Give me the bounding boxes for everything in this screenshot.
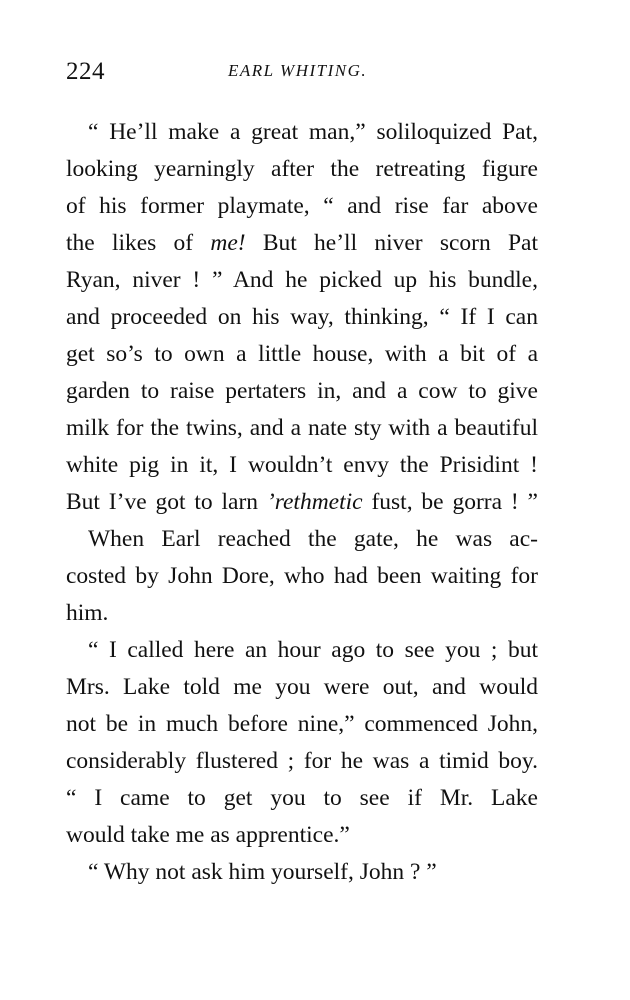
text-segment: “ I called here an hour ago to see you ; but (88, 637, 538, 663)
text-segment: Mrs. Lake told me you were out, and would (66, 674, 538, 700)
text-segment: not be in much before nine,” commenced John, (66, 711, 538, 737)
text-line (66, 706, 538, 743)
text-line (66, 114, 538, 151)
page-number: 224 (66, 58, 105, 85)
body-text (66, 114, 538, 891)
text-segment: of his former playmate, “ and rise far above (66, 193, 538, 219)
text-line (66, 521, 538, 558)
text-segment: white pig in it, I wouldn’t envy the Prisidint ! (66, 452, 538, 478)
text-segment: But I’ve got to larn (66, 489, 267, 515)
text-line (66, 632, 538, 669)
text-line (66, 484, 538, 521)
text-segment: considerably flustered ; for he was a timid boy. (66, 748, 538, 774)
text-line (66, 188, 538, 225)
text-line (66, 669, 538, 706)
text-segment: fust, be gorra ! ” (362, 489, 538, 515)
text-line (66, 336, 538, 373)
text-segment: looking yearningly after the retreating figure (66, 156, 538, 182)
text-segment: But he’ll niver scorn Pat (245, 230, 539, 256)
text-line (66, 558, 538, 595)
text-line (66, 854, 538, 891)
text-segment: and proceeded on his way, thinking, “ If I can (66, 304, 538, 330)
text-line (66, 373, 538, 410)
text-segment: the likes of (66, 230, 211, 256)
text-line (66, 225, 538, 262)
text-segment: “ Why not ask him yourself, John ? ” (88, 859, 437, 885)
italic-text: me! (210, 230, 246, 256)
text-line (66, 743, 538, 780)
running-title: EARL WHITING. (228, 61, 368, 80)
italic-text: ’rethmetic (266, 489, 363, 515)
text-segment: Ryan, niver ! ” And he picked up his bundle, (66, 267, 538, 293)
text-line (66, 447, 538, 484)
text-line (66, 595, 538, 632)
running-head (66, 58, 538, 94)
text-segment: “ He’ll make a great man,” soliloquized Pat, (88, 119, 538, 145)
text-segment: milk for the twins, and a nate sty with a beautiful (66, 415, 538, 441)
text-segment: garden to raise pertaters in, and a cow to give (66, 378, 538, 404)
text-line (66, 262, 538, 299)
text-line (66, 299, 538, 336)
text-segment: costed by John Dore, who had been waiting for (66, 563, 538, 589)
text-segment: him. (66, 600, 109, 626)
text-segment: would take me as apprentice.” (66, 822, 350, 848)
text-segment: When Earl reached the gate, he was ac- (88, 526, 538, 552)
text-line (66, 780, 538, 817)
text-line (66, 817, 538, 854)
text-line (66, 410, 538, 447)
text-segment: get so’s to own a little house, with a bit of a (66, 341, 538, 367)
text-segment: “ I came to get you to see if Mr. Lake (66, 785, 538, 811)
text-line (66, 151, 538, 188)
